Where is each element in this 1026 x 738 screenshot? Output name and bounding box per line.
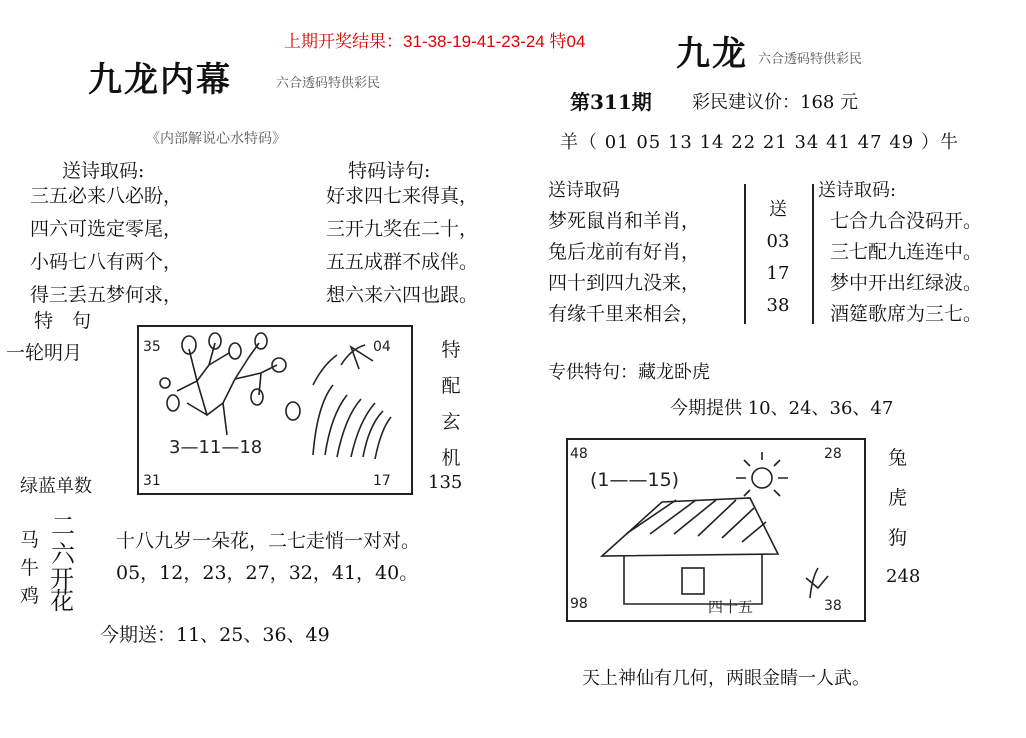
left-verse: 十八九岁一朵花，二七走悄一对对。 (116, 530, 421, 552)
right-right-poem (830, 206, 982, 330)
poem-line: 好求四七来得真， (326, 185, 479, 207)
picture-range: (1——15) (590, 469, 680, 491)
poem-col1-title: 送诗取码: (62, 160, 145, 182)
side-animal-list (888, 438, 907, 558)
label-moon: 一轮明月 (6, 342, 83, 364)
divider-right (812, 184, 814, 324)
side-number: 248 (886, 566, 921, 587)
right-title: 九龙 (676, 34, 748, 74)
vertical-char: 特 (441, 339, 461, 361)
animal-item: 马 (20, 529, 40, 551)
left-title: 九龙内幕 (88, 60, 232, 100)
right-right-title: 送诗取码: (818, 180, 897, 201)
poem-line: 得三丢五梦何求， (30, 284, 183, 306)
house-text: 四十五 (708, 598, 754, 616)
poem-line: 小码七八有两个， (30, 251, 183, 273)
sheep-ox-line: 羊（ 01 05 13 14 22 21 34 41 47 49 ）牛 (560, 132, 959, 153)
poem-line: 三五必来八必盼， (30, 185, 183, 207)
animal-item: 虎 (888, 487, 908, 509)
poem-line: 四十到四九没来， (548, 272, 701, 294)
label-green-blue: 绿蓝单数 (20, 476, 92, 497)
kaihua-vertical (48, 512, 78, 568)
vertical-char: 配 (441, 375, 461, 397)
left-numbers-line: 05，12，23，27，32，41，40。 (116, 562, 419, 584)
poem-line: 三开九奖在二十， (326, 218, 479, 240)
animal-item: 牛 (20, 557, 40, 579)
left-send-line: 今期送：11、25、36、49 (100, 624, 330, 646)
quote-header: 《内部解说心水特码》 (146, 131, 286, 147)
poem-line: 梦中开出红绿波。 (830, 272, 983, 294)
right-footer: 天上神仙有几何，两眼金睛一人武。 (582, 668, 870, 689)
left-picture-drawing (137, 325, 413, 495)
vertical-char: 机 (441, 447, 461, 469)
right-left-title: 送诗取码 (548, 180, 620, 201)
left-subtitle: 六合透码特供彩民 (276, 76, 381, 91)
issue-number: 第311期 (570, 90, 652, 114)
poem-col1 (30, 180, 182, 312)
center-item: 送 (769, 199, 787, 220)
poem-col2 (326, 180, 478, 312)
picture-corner-tl: 35 (143, 339, 161, 355)
animal-item: 狗 (888, 527, 908, 549)
vertical-right-text (438, 332, 464, 476)
suggested-price: 彩民建议价：168 元 (692, 92, 859, 113)
poem-line: 酒筵歌席为三七。 (830, 303, 983, 325)
poem-col2-title: 特码诗句: (348, 160, 431, 182)
center-item: 38 (766, 295, 790, 316)
poem-line: 有缘千里来相会， (548, 303, 701, 325)
last-result: 上期开奖结果：31-38-19-41-23-24 特04 (284, 32, 586, 51)
poem-line: 兔后龙前有好肖， (548, 241, 701, 263)
divider-left (744, 184, 746, 324)
special-line: 专供特句：藏龙卧虎 (548, 362, 710, 383)
picture-corner-br: 38 (824, 598, 842, 614)
label-teju: 特 句 (34, 310, 92, 332)
animal-item: 兔 (888, 447, 908, 469)
animal-item: 鸡 (20, 585, 40, 607)
picture-corner-bl: 31 (143, 473, 161, 489)
provide-line: 今期提供 10、24、36、47 (670, 398, 894, 419)
picture-corner-bl: 98 (570, 596, 588, 612)
left-picture-number: 135 (428, 472, 463, 493)
kaihua-top: 二 (51, 512, 75, 540)
poem-line: 梦死鼠肖和羊肖， (548, 210, 701, 232)
poem-line: 三七配九连连中。 (830, 241, 983, 263)
poem-line: 想六来六四也跟。 (326, 284, 479, 306)
right-picture-drawing (566, 438, 866, 622)
center-item: 17 (766, 263, 790, 284)
kaihua-mid: 六 (51, 540, 75, 568)
right-subtitle: 六合透码特供彩民 (758, 52, 863, 67)
poem-line: 七合九合没码开。 (830, 210, 983, 232)
picture-corner-tl: 48 (570, 446, 588, 462)
poem-line: 四六可选定零尾， (30, 218, 183, 240)
picture-corner-br: 17 (373, 473, 391, 489)
right-left-poem (548, 206, 700, 330)
vertical-char: 玄 (441, 411, 461, 433)
center-send-list (760, 194, 796, 322)
picture-range: 3—11—18 (169, 437, 263, 458)
kaihua-bottom: 开花 (50, 565, 74, 615)
poem-line: 五五成群不成伴。 (326, 251, 479, 273)
center-item: 03 (766, 231, 790, 252)
picture-corner-tr: 28 (824, 446, 842, 462)
animal-list (20, 526, 39, 610)
picture-corner-tr: 04 (373, 339, 391, 355)
